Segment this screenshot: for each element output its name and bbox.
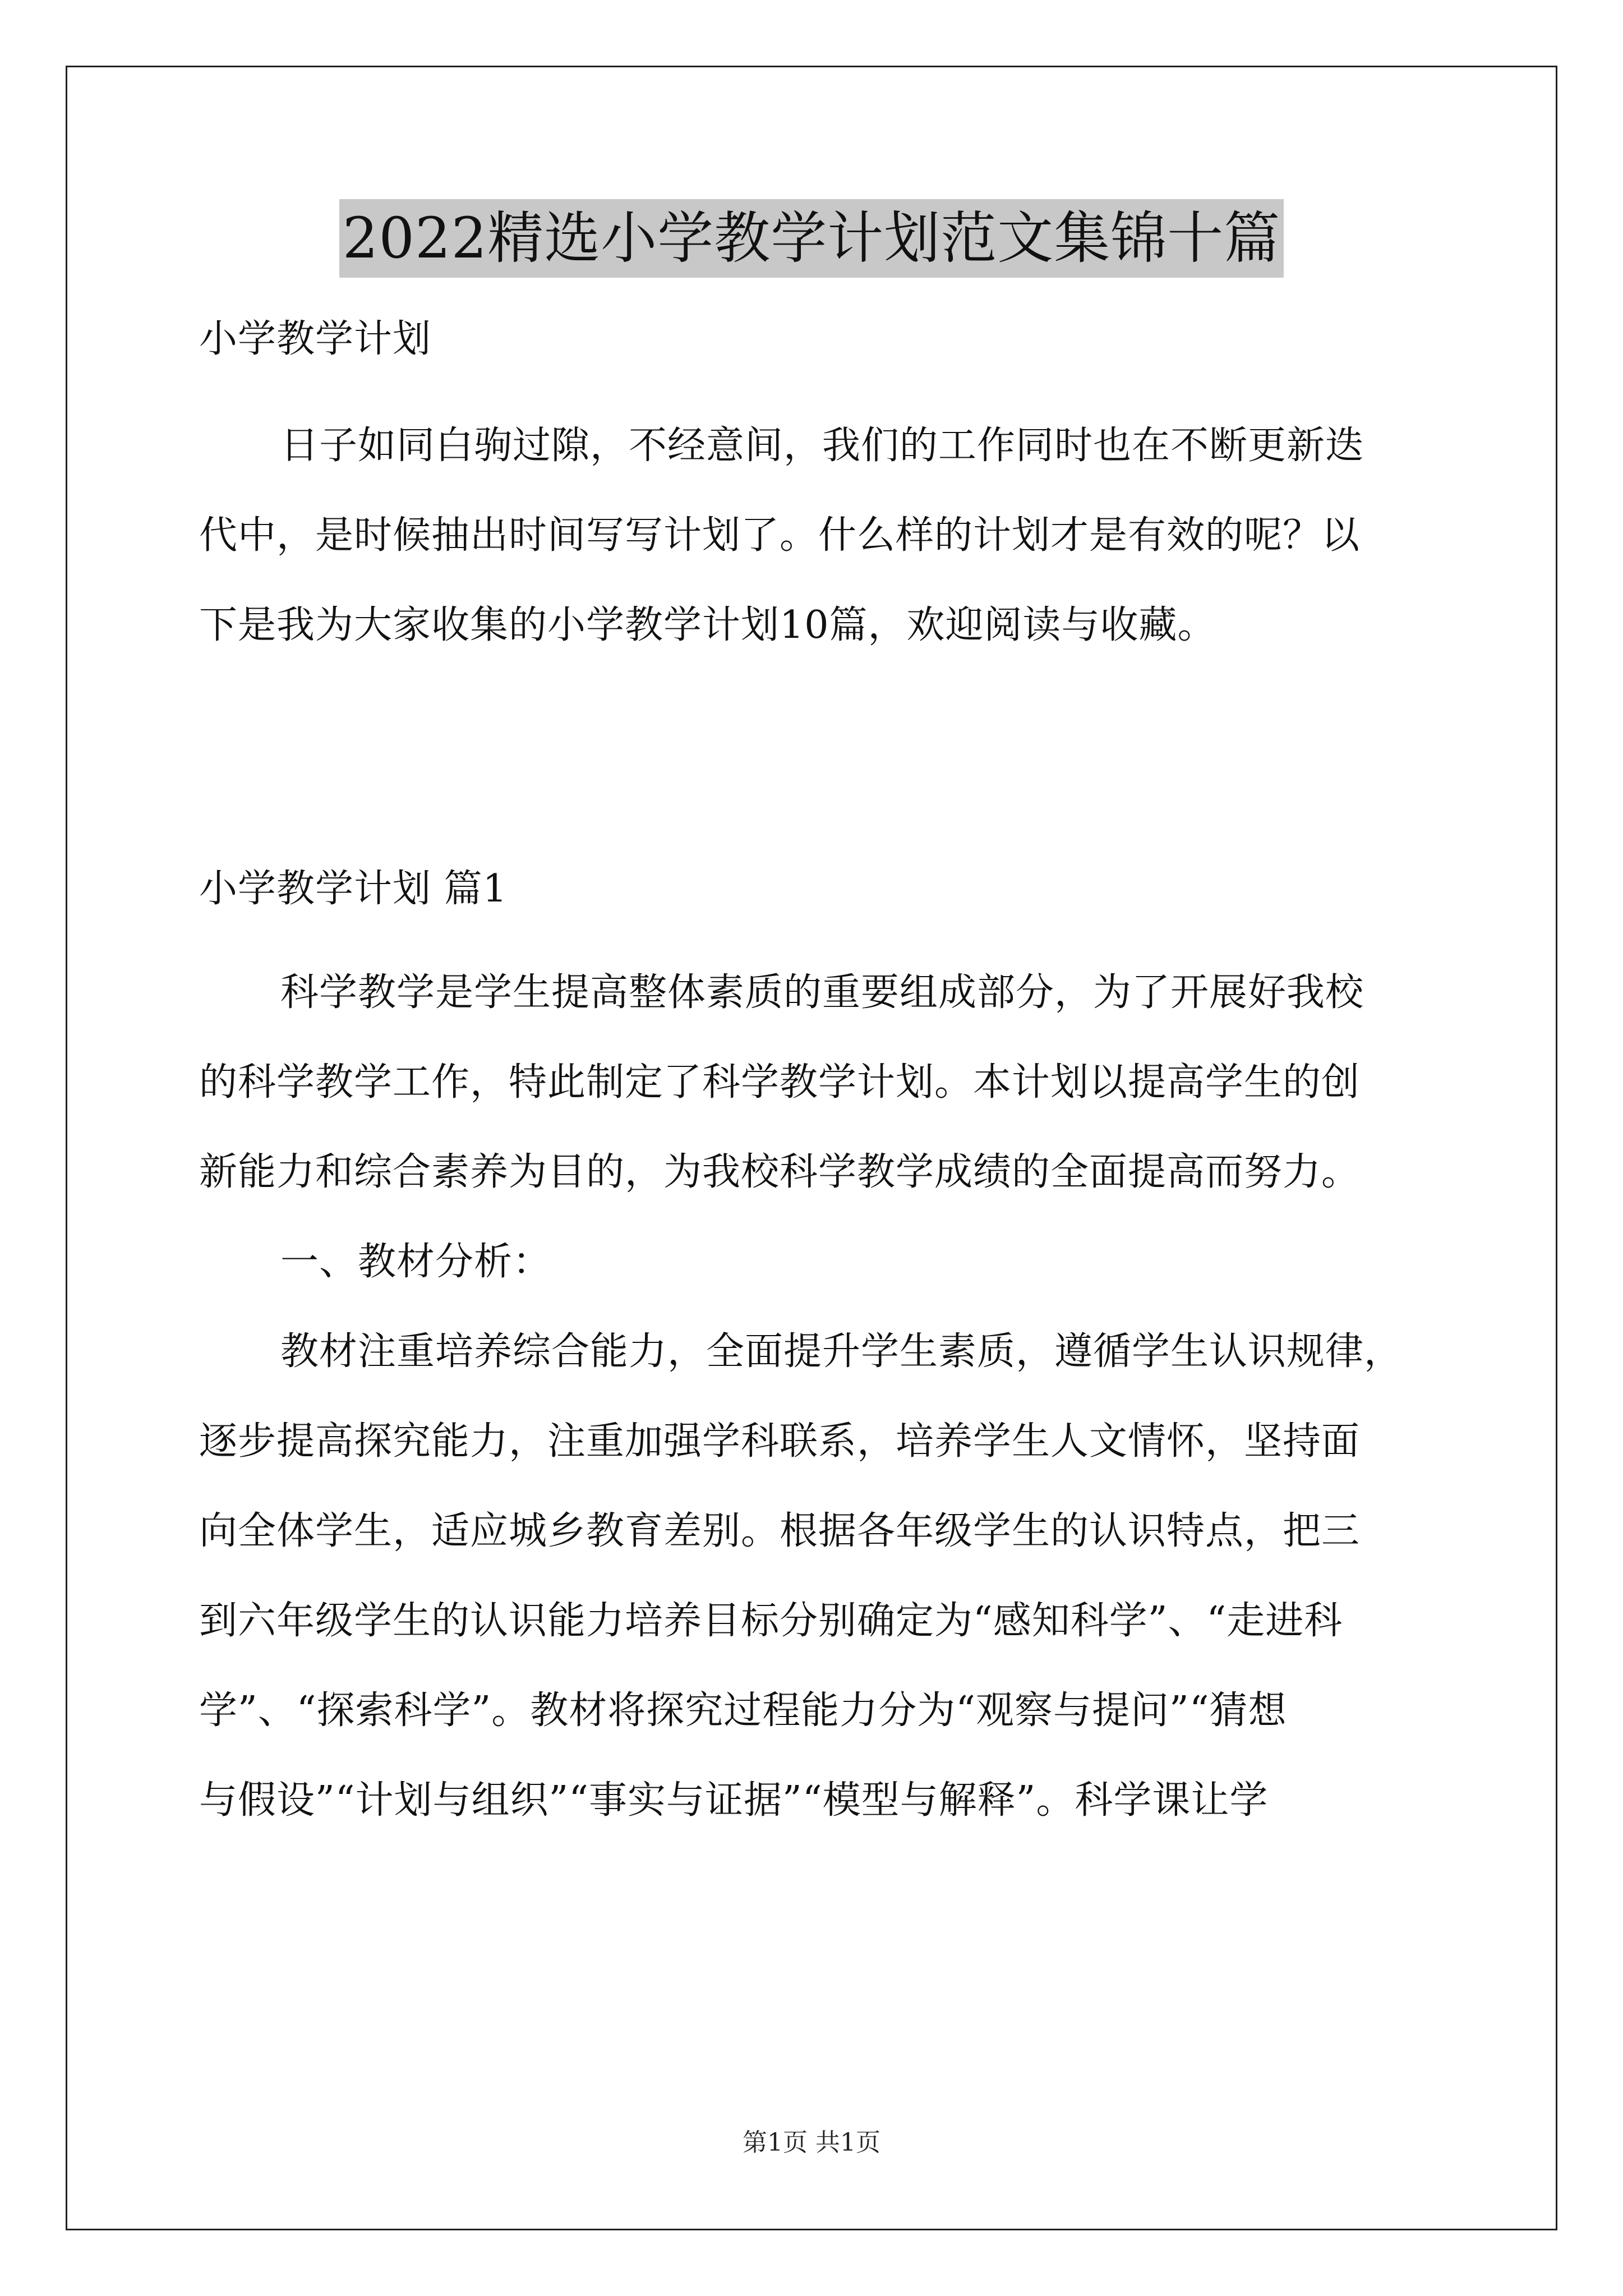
text-line: 一、教材分析： (280, 1240, 552, 1284)
text-line: 向全体学生，适应城乡教育差别。根据各年级学生的认识特点，把三 (199, 1509, 1361, 1553)
text-line: 教材注重培养综合能力，全面提升学生素质，遵循学生认识规律， (280, 1329, 1403, 1374)
text-line: 代中，是时候抽出时间写写计划了。什么样的计划才是有效的呢？以 (199, 513, 1361, 558)
text-line: 新能力和综合素养为目的，为我校科学教学成绩的全面提高而努力。 (199, 1150, 1361, 1194)
text-line: 科学教学是学生提高整体素质的重要组成部分，为了开展好我校 (280, 970, 1364, 1015)
text-line: 与假设”“计划与组织”“事实与证据”“模型与解释”。科学课让学 (199, 1778, 1269, 1823)
text-line: 日子如同白驹过隙，不经意间，我们的工作同时也在不断更新迭 (280, 424, 1364, 468)
page-number: 第1页 共1页 (743, 2128, 880, 2157)
text-line: 逐步提高探究能力，注重加强学科联系，培养学生人文情怀，坚持面 (199, 1419, 1361, 1464)
title-wrap (0, 199, 1623, 278)
text-line: 小学教学计划 (199, 317, 432, 361)
text-line: 小学教学计划 篇1 (199, 867, 508, 911)
text-line: 下是我为大家收集的小学教学计划10篇，欢迎阅读与收藏。 (199, 603, 1216, 647)
text-line: 的科学教学工作，特此制定了科学教学计划。本计划以提高学生的创 (199, 1060, 1361, 1105)
document-title: 2022精选小学教学计划范文集锦十篇 (339, 199, 1284, 278)
text-line: 到六年级学生的认识能力培养目标分别确定为“感知科学”、“走进科 (199, 1599, 1343, 1643)
text-line: 学”、“探索科学”。教材将探究过程能力分为“观察与提问”“猜想 (199, 1688, 1287, 1733)
